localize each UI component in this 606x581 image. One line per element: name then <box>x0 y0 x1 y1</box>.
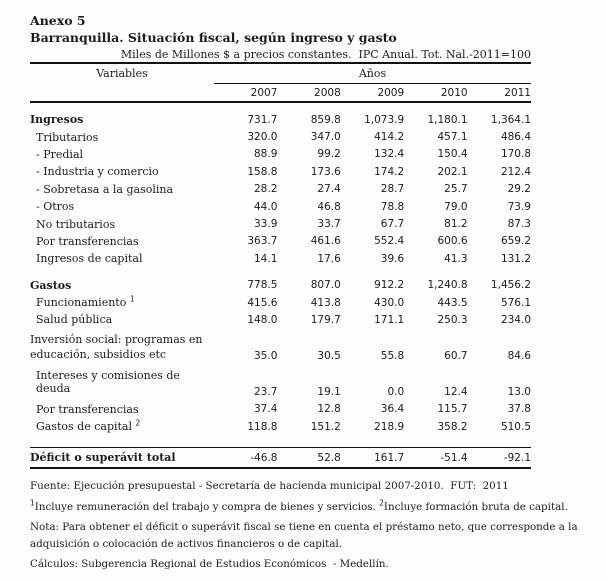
cell-value: 731.7 <box>247 113 278 126</box>
cell-value: 19.1 <box>317 385 341 398</box>
row-label: Tributarios <box>36 130 99 144</box>
table-row-por-transferencias-ingreso <box>30 233 531 250</box>
nota-line2: adquisición o colocación de activos financieros o de capital. <box>30 537 343 550</box>
cell-value: 37.8 <box>507 403 531 416</box>
row-label: Por transferencias <box>36 402 139 416</box>
cell-value: 33.7 <box>317 218 341 231</box>
cell-value: 52.8 <box>277 448 340 469</box>
table-row-ingresos <box>30 111 531 128</box>
cell-value: 79.0 <box>444 200 468 213</box>
cell-value: 1,364.1 <box>490 113 531 126</box>
cell-value: 174.2 <box>374 165 405 178</box>
annex-title: Anexo 5 <box>30 13 86 28</box>
cell-value: 12.4 <box>444 385 468 398</box>
row-label: Gastos <box>30 278 72 292</box>
cell-value: -51.4 <box>404 448 467 469</box>
footnote-2-mark: 2 <box>379 498 384 508</box>
page-title: Barranquilla. Situación fiscal, según ingreso y gasto <box>30 30 397 45</box>
cell-value: 1,456.2 <box>490 279 531 292</box>
cell-value: 150.4 <box>437 148 468 161</box>
cell-value: 13.0 <box>507 385 531 398</box>
year-header: 2010 <box>404 84 467 103</box>
cell-value: 363.7 <box>247 235 278 248</box>
footnote-2-text: Incluye formación bruta de capital. <box>383 500 568 513</box>
row-label: - Predial <box>36 147 84 161</box>
table-header-row <box>30 63 531 84</box>
cell-value: 73.9 <box>507 200 531 213</box>
footnote-1-mark: 1 <box>30 498 35 508</box>
row-label: Por transferencias <box>36 234 139 248</box>
cell-value: 659.2 <box>500 235 531 248</box>
cell-value: 347.0 <box>310 131 341 144</box>
year-header: 2007 <box>214 84 277 103</box>
calculations-note: Cálculos: Subgerencia Regional de Estudios Económicos - Medellín. <box>30 558 389 571</box>
table-row-ingresos-capital <box>30 250 531 267</box>
variables-header: Variables <box>96 67 148 81</box>
cell-value: 415.6 <box>247 296 278 309</box>
year-header: 2008 <box>277 84 340 103</box>
cell-value: 30.5 <box>317 349 341 362</box>
cell-value: 170.8 <box>500 148 531 161</box>
nota-line1: Nota: Para obtener el déficit o superávit fiscal se tiene en cuenta el préstamo neto, que corresponde a la <box>30 521 578 534</box>
cell-value: 14.1 <box>254 252 278 265</box>
row-label: Ingresos de capital <box>36 252 143 266</box>
cell-value: 28.2 <box>254 183 278 196</box>
cell-value: 28.7 <box>380 183 405 196</box>
row-label: Intereses y comisiones de deuda <box>36 368 180 395</box>
row-label <box>30 294 214 311</box>
table-row-gastos-capital <box>30 418 531 435</box>
title-block <box>30 12 531 62</box>
table-row-gastos <box>30 277 531 294</box>
cell-value: 320.0 <box>247 131 278 144</box>
spacer-row <box>30 435 531 448</box>
cell-value: 115.7 <box>437 403 468 416</box>
cell-value: 27.4 <box>317 183 341 196</box>
cell-value: 39.6 <box>380 252 405 265</box>
cell-value: 413.8 <box>310 296 341 309</box>
row-label <box>30 418 214 435</box>
cell-value: 173.6 <box>310 165 341 178</box>
cell-value: 41.3 <box>444 252 468 265</box>
cell-value: 36.4 <box>380 403 405 416</box>
cell-value: 212.4 <box>500 165 531 178</box>
table-row-sobretasa-gasolina <box>30 181 531 198</box>
row-label: No tributarios <box>36 217 116 231</box>
cell-value: 576.1 <box>500 296 531 309</box>
cell-value: 25.7 <box>444 183 468 196</box>
cell-value: 88.9 <box>254 148 278 161</box>
cell-value: 859.8 <box>310 113 341 126</box>
cell-value: 37.4 <box>254 403 278 416</box>
cell-value: 118.8 <box>247 420 278 433</box>
table-row-por-transferencias-gasto <box>30 401 531 418</box>
row-label: Déficit o superávit total <box>30 448 214 469</box>
footnote-mark-2: 2 <box>135 418 141 428</box>
cell-value: 35.0 <box>254 349 278 362</box>
year-header: 2009 <box>341 84 404 103</box>
spacer-row <box>30 268 531 277</box>
units-note: Miles de Millones $ a precios constantes. IPC Anual. Tot. Nal.-2011=100 <box>120 48 531 61</box>
cell-value: 78.8 <box>380 200 405 213</box>
cell-value: 60.7 <box>444 349 468 362</box>
table-row-tributarios <box>30 128 531 145</box>
row-label-line1: Inversión social: programas en <box>30 333 203 347</box>
cell-value: 912.2 <box>374 279 405 292</box>
cell-value: 99.2 <box>317 148 341 161</box>
cell-value: 158.8 <box>247 165 278 178</box>
cell-value: 87.3 <box>507 218 531 231</box>
cell-value: 250.3 <box>437 313 468 326</box>
table-row-funcionamiento <box>30 294 531 311</box>
fiscal-table <box>30 62 531 469</box>
cell-value: 600.6 <box>437 235 468 248</box>
row-label: Salud pública <box>36 313 113 327</box>
cell-value: 1,073.9 <box>364 113 405 126</box>
row-label: - Sobretasa a la gasolina <box>36 182 174 196</box>
cell-value: 148.0 <box>247 313 278 326</box>
row-label: - Industria y comercio <box>36 165 159 179</box>
cell-value: 55.8 <box>380 349 405 362</box>
cell-value: 552.4 <box>374 235 405 248</box>
cell-value: 171.1 <box>374 313 405 326</box>
cell-value: 807.0 <box>310 279 341 292</box>
cell-value: 132.4 <box>374 148 405 161</box>
footnotes-line <box>30 500 578 514</box>
row-label-text: Funcionamiento <box>36 296 127 310</box>
years-group-header: Años <box>214 63 531 84</box>
row-label-text: Gastos de capital <box>36 420 132 434</box>
row-label <box>30 329 214 366</box>
cell-value: 44.0 <box>254 200 278 213</box>
cell-value: 430.0 <box>374 296 405 309</box>
table-row-inversion-social <box>30 329 531 366</box>
source-note: Fuente: Ejecución presupuestal - Secretaría de hacienda municipal 2007-2010. FUT: 2011 <box>30 480 509 493</box>
cell-value: 414.2 <box>374 131 405 144</box>
spacer-row <box>30 102 531 111</box>
cell-value: 1,240.8 <box>427 279 468 292</box>
cell-value: 179.7 <box>310 313 341 326</box>
footnote-mark-1: 1 <box>129 294 135 304</box>
table-row-predial <box>30 146 531 163</box>
cell-value: 461.6 <box>310 235 341 248</box>
cell-value: 33.9 <box>254 218 278 231</box>
table-row-intereses-deuda <box>30 366 531 401</box>
years-row <box>30 84 531 103</box>
cell-value: 486.4 <box>500 131 531 144</box>
cell-value: 67.7 <box>380 218 405 231</box>
cell-value: 234.0 <box>500 313 531 326</box>
cell-value: 81.2 <box>444 218 468 231</box>
cell-value: 457.1 <box>437 131 468 144</box>
row-label-line2: educación, subsidios etc <box>30 348 167 362</box>
table-row-no-tributarios <box>30 215 531 232</box>
row-label: - Otros <box>36 200 75 214</box>
cell-value: 0.0 <box>387 385 405 398</box>
cell-value: 161.7 <box>341 448 404 469</box>
cell-value: 358.2 <box>437 420 468 433</box>
footnote-1-text: Incluye remuneración del trabajo y compra de bienes y servicios. <box>34 500 376 513</box>
cell-value: 778.5 <box>247 279 278 292</box>
cell-value: -46.8 <box>214 448 277 469</box>
cell-value: 510.5 <box>500 420 531 433</box>
cell-value: 17.6 <box>317 252 341 265</box>
cell-value: 29.2 <box>507 183 531 196</box>
cell-value: 84.6 <box>507 349 531 362</box>
cell-value: 202.1 <box>437 165 468 178</box>
cell-value: 1,180.1 <box>427 113 468 126</box>
table-row-salud-publica <box>30 311 531 328</box>
cell-value: 131.2 <box>500 252 531 265</box>
cell-value: 12.8 <box>317 403 341 416</box>
cell-value: 443.5 <box>437 296 468 309</box>
cell-value: 23.7 <box>254 385 278 398</box>
table-row-deficit-superavit <box>30 448 531 469</box>
year-header: 2011 <box>468 84 531 103</box>
row-label: Ingresos <box>30 113 84 127</box>
cell-value: 46.8 <box>317 200 341 213</box>
table-row-industria-comercio <box>30 163 531 180</box>
cell-value: 218.9 <box>374 420 405 433</box>
cell-value: -92.1 <box>468 448 531 469</box>
table-footer <box>30 479 578 571</box>
cell-value: 151.2 <box>310 420 341 433</box>
table-row-otros <box>30 198 531 215</box>
empty-cell <box>30 84 214 103</box>
